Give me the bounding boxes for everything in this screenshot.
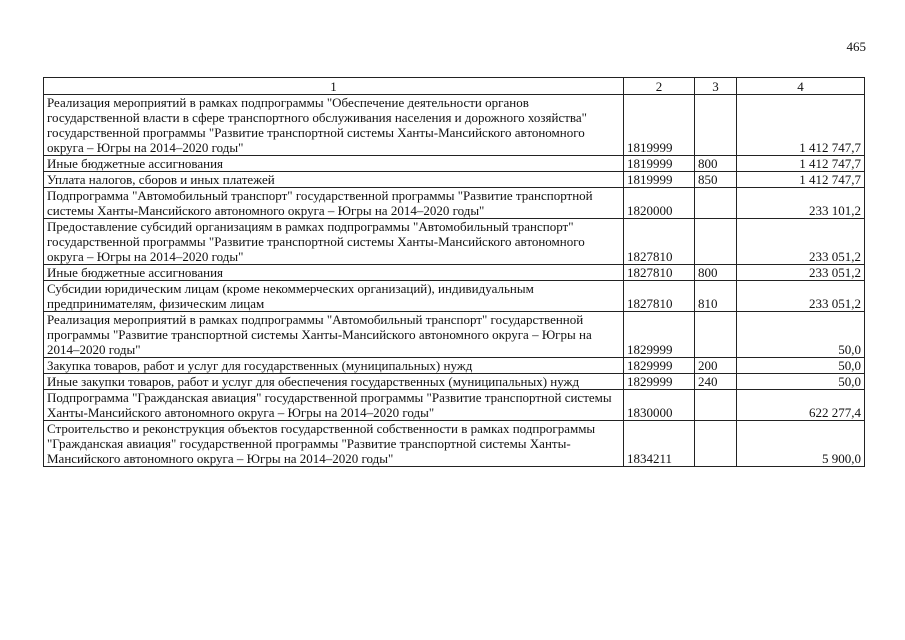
row-description: Иные бюджетные ассигнования xyxy=(44,156,624,172)
header-col-1: 1 xyxy=(44,78,624,95)
row-description: Реализация мероприятий в рамках подпрограммы "Обеспечение деятельности органов государственной власти в сфере транспортного обслуживания населения и дорожного хозяйства" государственной программы "Развитие транспортной системы Ханты-Мансийского автономного округа – Югры на 2014–2020 годы" xyxy=(44,95,624,156)
row-expense-type xyxy=(695,421,737,467)
row-expense-type: 850 xyxy=(695,172,737,188)
row-description: Уплата налогов, сборов и иных платежей xyxy=(44,172,624,188)
row-amount: 622 277,4 xyxy=(737,390,865,421)
table-row xyxy=(44,265,865,281)
row-expense-type xyxy=(695,219,737,265)
table-row xyxy=(44,374,865,390)
header-col-2: 2 xyxy=(624,78,695,95)
row-description: Закупка товаров, работ и услуг для государственных (муниципальных) нужд xyxy=(44,358,624,374)
row-amount: 50,0 xyxy=(737,312,865,358)
row-amount: 1 412 747,7 xyxy=(737,95,865,156)
row-description: Предоставление субсидий организациям в рамках подпрограммы "Автомобильный транспорт" государственной программы "Развитие транспортной системы Ханты-Мансийского автономного округа – Югры на 2014–2020 годы" xyxy=(44,219,624,265)
row-expense-type xyxy=(695,312,737,358)
row-target-code: 1829999 xyxy=(624,312,695,358)
row-target-code: 1829999 xyxy=(624,358,695,374)
row-expense-type xyxy=(695,390,737,421)
row-target-code: 1827810 xyxy=(624,281,695,312)
row-amount: 233 051,2 xyxy=(737,281,865,312)
row-amount: 50,0 xyxy=(737,374,865,390)
row-description: Иные бюджетные ассигнования xyxy=(44,265,624,281)
row-amount: 233 051,2 xyxy=(737,219,865,265)
row-expense-type: 810 xyxy=(695,281,737,312)
table-row xyxy=(44,188,865,219)
row-expense-type: 800 xyxy=(695,265,737,281)
table-row xyxy=(44,421,865,467)
row-description: Реализация мероприятий в рамках подпрограммы "Автомобильный транспорт" государственной программы "Развитие транспортной системы Ханты-Мансийского автономного округа – Югры на 2014–2020 годы" xyxy=(44,312,624,358)
row-description: Строительство и реконструкция объектов государственной собственности в рамках подпрограммы "Гражданская авиация" государственной программы "Развитие транспортной системы Ханты-Мансийского автономного округа – Югры на 2014–2020 годы" xyxy=(44,421,624,467)
row-target-code: 1819999 xyxy=(624,95,695,156)
budget-table xyxy=(43,77,865,467)
row-description: Подпрограмма "Гражданская авиация" государственной программы "Развитие транспортной системы Ханты-Мансийского автономного округа – Югры на 2014–2020 годы" xyxy=(44,390,624,421)
row-target-code: 1829999 xyxy=(624,374,695,390)
row-target-code: 1834211 xyxy=(624,421,695,467)
row-description: Иные закупки товаров, работ и услуг для обеспечения государственных (муниципальных) нужд xyxy=(44,374,624,390)
row-amount: 5 900,0 xyxy=(737,421,865,467)
table-row xyxy=(44,390,865,421)
table-row xyxy=(44,281,865,312)
row-description: Субсидии юридическим лицам (кроме некоммерческих организаций), индивидуальным предпринимателям, физическим лицам xyxy=(44,281,624,312)
row-description: Подпрограмма "Автомобильный транспорт" государственной программы "Развитие транспортной системы Ханты-Мансийского автономного округа – Югры на 2014–2020 годы" xyxy=(44,188,624,219)
table-row xyxy=(44,156,865,172)
table-header-row xyxy=(44,78,865,95)
row-expense-type xyxy=(695,188,737,219)
row-amount: 50,0 xyxy=(737,358,865,374)
row-expense-type: 800 xyxy=(695,156,737,172)
table-row xyxy=(44,312,865,358)
row-expense-type xyxy=(695,95,737,156)
table-row xyxy=(44,172,865,188)
table-row xyxy=(44,358,865,374)
row-target-code: 1819999 xyxy=(624,156,695,172)
row-amount: 233 101,2 xyxy=(737,188,865,219)
table-row xyxy=(44,95,865,156)
row-target-code: 1827810 xyxy=(624,265,695,281)
header-col-3: 3 xyxy=(695,78,737,95)
row-target-code: 1819999 xyxy=(624,172,695,188)
row-amount: 1 412 747,7 xyxy=(737,172,865,188)
row-amount: 233 051,2 xyxy=(737,265,865,281)
row-target-code: 1827810 xyxy=(624,219,695,265)
row-amount: 1 412 747,7 xyxy=(737,156,865,172)
row-expense-type: 240 xyxy=(695,374,737,390)
row-expense-type: 200 xyxy=(695,358,737,374)
row-target-code: 1830000 xyxy=(624,390,695,421)
table-row xyxy=(44,219,865,265)
row-target-code: 1820000 xyxy=(624,188,695,219)
header-col-4: 4 xyxy=(737,78,865,95)
page-number: 465 xyxy=(846,39,866,54)
